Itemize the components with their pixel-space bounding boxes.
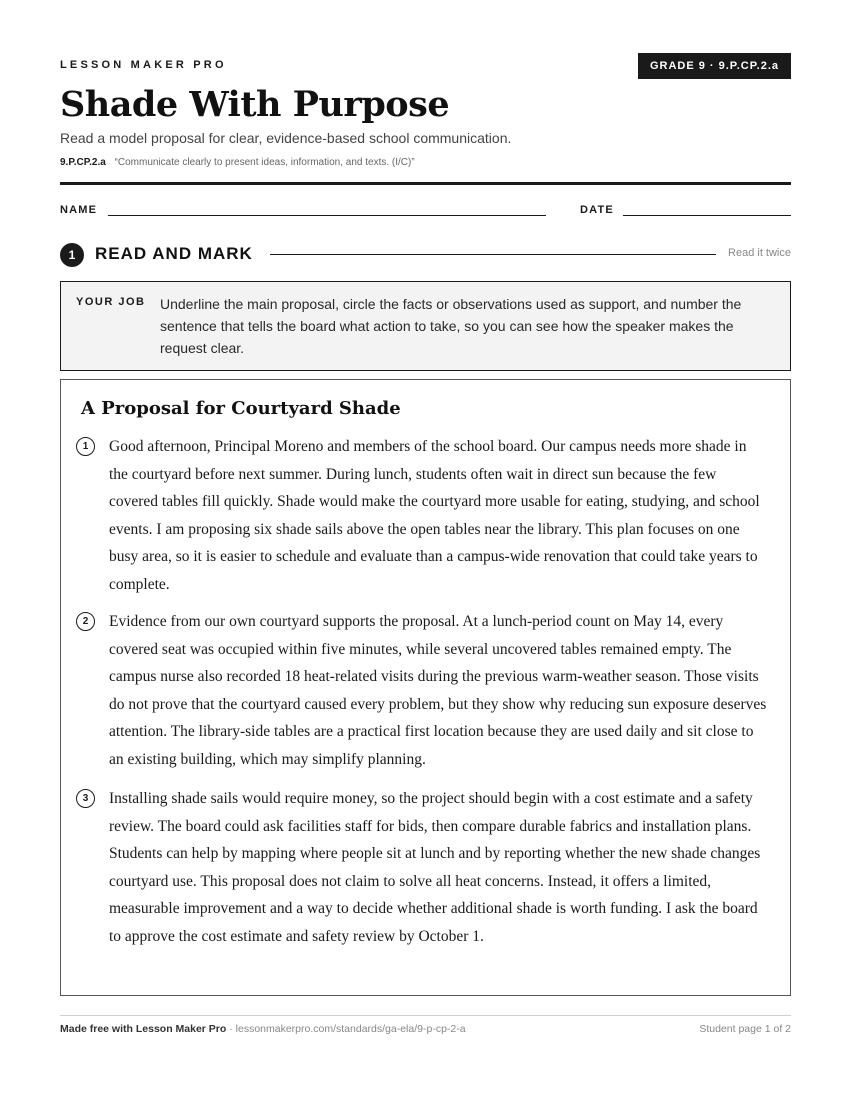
date-field[interactable] [623, 215, 791, 216]
footer-credit [60, 1023, 466, 1035]
header-divider [60, 182, 791, 185]
page-title: Shade With Purpose [60, 84, 450, 125]
paragraph-number-badge: 1 [76, 437, 95, 456]
standard-code: 9.P.CP.2.a [60, 157, 106, 168]
your-job-label: YOUR JOB [76, 296, 146, 308]
grade-badge: GRADE 9 · 9.P.CP.2.a [638, 53, 791, 79]
footer-url: · lessonmakerpro.com/standards/ga-ela/9-p-cp-2-a [226, 1023, 466, 1035]
standard-line [60, 157, 415, 168]
page-subtitle: Read a model proposal for clear, evidence-based school communication. [60, 130, 512, 146]
footer-page-number: Student page 1 of 2 [699, 1023, 791, 1035]
name-field[interactable] [108, 215, 546, 216]
section-note: Read it twice [728, 247, 791, 259]
paragraph-text: Good afternoon, Principal Moreno and members of the school board. Our campus needs more shade in the courtyard before next summer. During lunch, students often wait in direct sun because the few covered tables fill quickly. Shade would make the courtyard more usable for eating, studying, and school events. I am proposing six shade sails above the open tables near the library. This plan focuses on one busy area, so it is easier to schedule and evaluate than a campus-wide renovation that could take years to complete. [109, 438, 760, 593]
paragraph-number-badge: 2 [76, 612, 95, 631]
date-label: DATE [580, 204, 614, 216]
name-label: NAME [60, 204, 98, 216]
paragraph-number-badge: 3 [76, 789, 95, 808]
paragraph-text: Evidence from our own courtyard supports the proposal. At a lunch-period count on May 14, every covered seat was occupied within five minutes, while several uncovered tables remained empty. The campus nurse also recorded 18 heat-related visits during the previous warm-weather season. Those visits do not prove that the courtyard caused every problem, but they show why reducing sun exposure deserves attention. The library-side tables are a practical first location because they are used daily and sit close to an existing building, which may simplify planning. [109, 613, 767, 768]
your-job-box [60, 281, 791, 371]
worksheet-page [60, 0, 791, 1100]
section-title: READ AND MARK [95, 244, 253, 263]
section-divider [270, 254, 716, 255]
section-number-badge: 1 [60, 243, 84, 267]
your-job-instructions: Underline the main proposal, circle the facts or observations used as support, and number the sentence that tells the board what action to take, so you can see how the speaker makes the request clear. [160, 296, 742, 356]
passage-title: A Proposal for Courtyard Shade [81, 398, 401, 419]
footer-divider [60, 1015, 791, 1016]
footer-made-with: Made free with Lesson Maker Pro [60, 1023, 227, 1035]
standard-text: “Communicate clearly to present ideas, information, and texts. (I/C)” [114, 157, 415, 168]
brand-name: LESSON MAKER PRO [60, 59, 227, 71]
passage-box [60, 379, 791, 996]
paragraph-text: Installing shade sails would require money, so the project should begin with a cost estimate and a safety review. The board could ask facilities staff for bids, then compare durable fabrics and installation plans. Students can help by mapping where people sit at lunch and by reporting whether the new shade changes courtyard use. This proposal does not claim to solve all heat concerns. Instead, it offers a limited, measurable improvement and a way to decide whether additional shade is worth funding. I ask the board to approve the cost estimate and safety review by October 1. [109, 790, 761, 945]
